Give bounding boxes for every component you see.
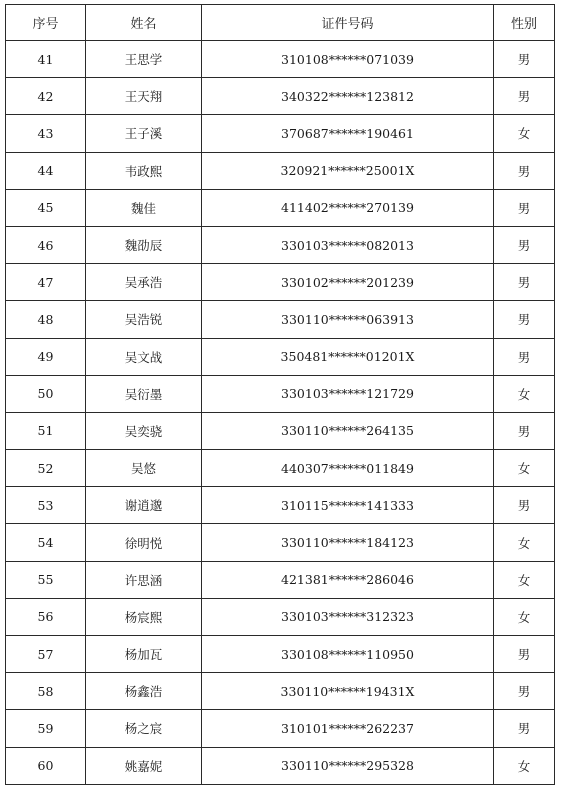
cell-gender: 男 xyxy=(494,189,555,226)
cell-gender: 男 xyxy=(494,710,555,747)
roster-body xyxy=(6,41,555,785)
cell-serial-number: 60 xyxy=(6,747,86,784)
cell-id-number: 340322******123812 xyxy=(202,78,494,115)
cell-id-number: 330102******201239 xyxy=(202,264,494,301)
cell-name: 魏劭辰 xyxy=(86,226,202,263)
roster-sheet xyxy=(5,4,555,785)
table-row xyxy=(6,115,555,152)
cell-serial-number: 54 xyxy=(6,524,86,561)
cell-name: 吴悠 xyxy=(86,450,202,487)
cell-gender: 男 xyxy=(494,152,555,189)
table-row xyxy=(6,375,555,412)
cell-serial-number: 47 xyxy=(6,264,86,301)
table-row xyxy=(6,301,555,338)
cell-gender: 男 xyxy=(494,412,555,449)
cell-id-number: 330110******295328 xyxy=(202,747,494,784)
cell-id-number: 330103******121729 xyxy=(202,375,494,412)
cell-gender: 女 xyxy=(494,524,555,561)
cell-name: 许思涵 xyxy=(86,561,202,598)
table-row xyxy=(6,673,555,710)
header-name: 姓名 xyxy=(86,5,202,41)
cell-gender: 男 xyxy=(494,264,555,301)
cell-serial-number: 43 xyxy=(6,115,86,152)
cell-serial-number: 45 xyxy=(6,189,86,226)
cell-serial-number: 41 xyxy=(6,41,86,78)
cell-gender: 女 xyxy=(494,561,555,598)
cell-id-number: 330110******19431X xyxy=(202,673,494,710)
cell-serial-number: 50 xyxy=(6,375,86,412)
cell-gender: 男 xyxy=(494,226,555,263)
cell-name: 王天翔 xyxy=(86,78,202,115)
table-row xyxy=(6,747,555,784)
table-row xyxy=(6,152,555,189)
cell-gender: 男 xyxy=(494,673,555,710)
cell-id-number: 330110******184123 xyxy=(202,524,494,561)
cell-serial-number: 56 xyxy=(6,598,86,635)
table-row xyxy=(6,264,555,301)
table-row xyxy=(6,338,555,375)
cell-name: 吴文战 xyxy=(86,338,202,375)
table-row xyxy=(6,524,555,561)
header-serial-number: 序号 xyxy=(6,5,86,41)
cell-serial-number: 58 xyxy=(6,673,86,710)
cell-gender: 男 xyxy=(494,78,555,115)
cell-name: 韦政熙 xyxy=(86,152,202,189)
table-row xyxy=(6,189,555,226)
cell-gender: 女 xyxy=(494,450,555,487)
cell-gender: 男 xyxy=(494,301,555,338)
cell-id-number: 421381******286046 xyxy=(202,561,494,598)
cell-serial-number: 51 xyxy=(6,412,86,449)
cell-gender: 男 xyxy=(494,636,555,673)
cell-id-number: 330103******312323 xyxy=(202,598,494,635)
cell-serial-number: 52 xyxy=(6,450,86,487)
table-row xyxy=(6,226,555,263)
cell-name: 王思学 xyxy=(86,41,202,78)
roster-table xyxy=(5,4,555,785)
cell-serial-number: 55 xyxy=(6,561,86,598)
cell-name: 杨鑫浩 xyxy=(86,673,202,710)
table-row xyxy=(6,710,555,747)
cell-name: 吴浩锐 xyxy=(86,301,202,338)
cell-id-number: 330110******264135 xyxy=(202,412,494,449)
cell-serial-number: 48 xyxy=(6,301,86,338)
cell-id-number: 370687******190461 xyxy=(202,115,494,152)
cell-serial-number: 49 xyxy=(6,338,86,375)
cell-gender: 男 xyxy=(494,487,555,524)
cell-id-number: 411402******270139 xyxy=(202,189,494,226)
cell-name: 魏佳 xyxy=(86,189,202,226)
cell-id-number: 330108******110950 xyxy=(202,636,494,673)
table-row xyxy=(6,636,555,673)
cell-id-number: 310108******071039 xyxy=(202,41,494,78)
header-row xyxy=(6,5,555,41)
cell-id-number: 440307******011849 xyxy=(202,450,494,487)
cell-id-number: 310115******141333 xyxy=(202,487,494,524)
cell-serial-number: 57 xyxy=(6,636,86,673)
cell-id-number: 330110******063913 xyxy=(202,301,494,338)
cell-serial-number: 42 xyxy=(6,78,86,115)
table-row xyxy=(6,487,555,524)
cell-id-number: 320921******25001X xyxy=(202,152,494,189)
cell-gender: 女 xyxy=(494,598,555,635)
cell-name: 杨宸熙 xyxy=(86,598,202,635)
cell-id-number: 330103******082013 xyxy=(202,226,494,263)
cell-name: 吴衍墨 xyxy=(86,375,202,412)
table-row xyxy=(6,78,555,115)
table-row xyxy=(6,450,555,487)
cell-name: 杨加瓦 xyxy=(86,636,202,673)
cell-gender: 女 xyxy=(494,375,555,412)
table-row xyxy=(6,41,555,78)
cell-name: 徐明悦 xyxy=(86,524,202,561)
cell-serial-number: 59 xyxy=(6,710,86,747)
cell-name: 吴奕骁 xyxy=(86,412,202,449)
cell-name: 杨之宸 xyxy=(86,710,202,747)
cell-serial-number: 46 xyxy=(6,226,86,263)
table-row xyxy=(6,412,555,449)
cell-gender: 男 xyxy=(494,338,555,375)
cell-gender: 女 xyxy=(494,115,555,152)
table-row xyxy=(6,598,555,635)
cell-serial-number: 44 xyxy=(6,152,86,189)
cell-id-number: 310101******262237 xyxy=(202,710,494,747)
cell-name: 姚嘉妮 xyxy=(86,747,202,784)
cell-name: 王子溪 xyxy=(86,115,202,152)
cell-gender: 女 xyxy=(494,747,555,784)
header-id-number: 证件号码 xyxy=(202,5,494,41)
cell-id-number: 350481******01201X xyxy=(202,338,494,375)
header-gender: 性别 xyxy=(494,5,555,41)
cell-gender: 男 xyxy=(494,41,555,78)
cell-name: 谢逍邈 xyxy=(86,487,202,524)
cell-serial-number: 53 xyxy=(6,487,86,524)
table-row xyxy=(6,561,555,598)
cell-name: 吴承浩 xyxy=(86,264,202,301)
